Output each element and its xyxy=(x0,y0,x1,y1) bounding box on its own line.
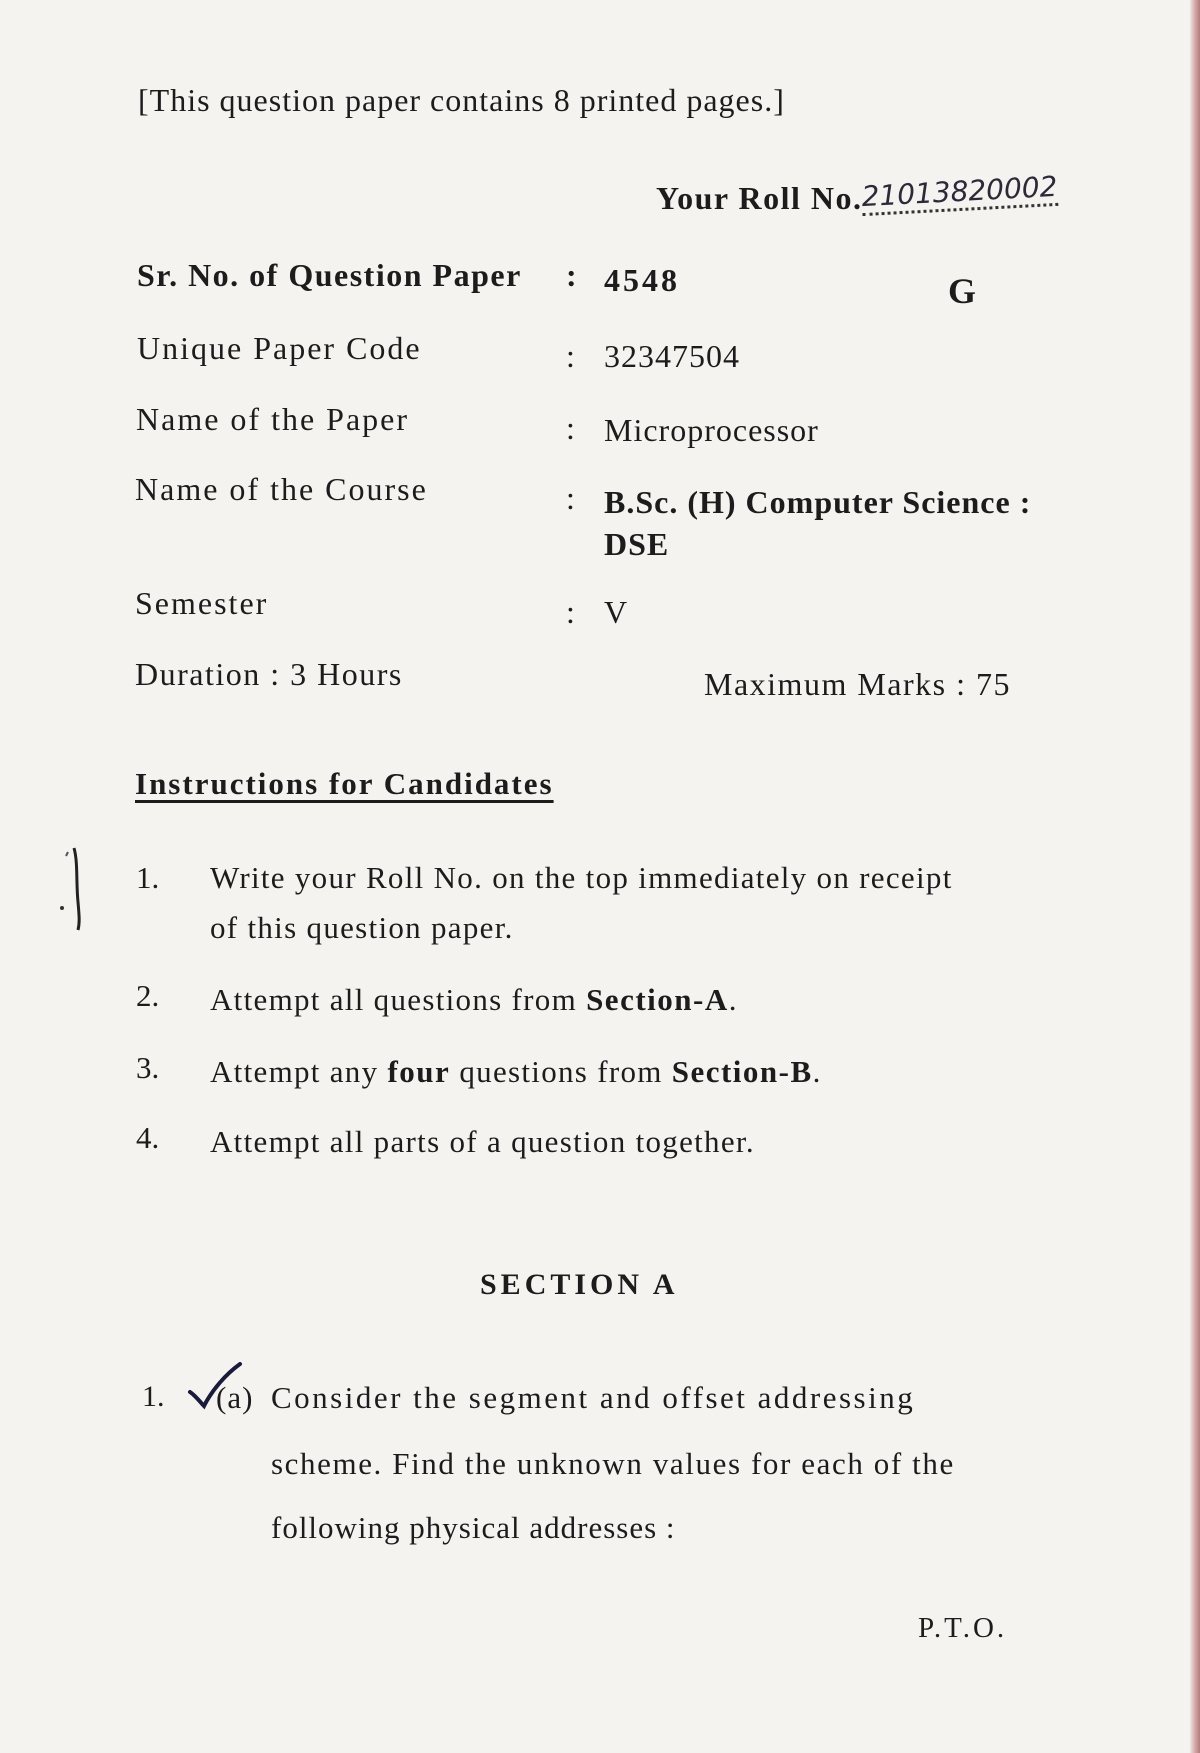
semester-label: Semester xyxy=(135,585,269,621)
set-letter: G xyxy=(948,271,977,311)
course-name-value: B.Sc. (H) Computer Science : xyxy=(604,484,1032,520)
paper-code-label: Unique Paper Code xyxy=(137,330,422,366)
question-1-number: 1. xyxy=(142,1380,165,1413)
roll-number-label: Your Roll No. xyxy=(656,180,863,216)
semester-value: V xyxy=(604,594,629,630)
sr-no-value: 4548 xyxy=(604,262,680,298)
page-count-note: [This question paper contains 8 printed pages.] xyxy=(138,82,785,118)
course-name-value-line2: DSE xyxy=(604,526,670,562)
instruction-2-number: 2. xyxy=(136,978,160,1013)
maximum-marks: Maximum Marks : 75 xyxy=(704,666,1011,702)
instruction-3-text xyxy=(210,1054,822,1090)
instruction-2-pre: Attempt all questions from xyxy=(210,982,587,1017)
section-a-heading: SECTION A xyxy=(480,1268,679,1301)
instruction-1-number: 1. xyxy=(136,860,160,895)
instruction-1-line2: of this question paper. xyxy=(210,910,514,945)
instruction-3-mid: questions from xyxy=(450,1054,672,1089)
instruction-3-post: . xyxy=(812,1054,822,1089)
instruction-2-text xyxy=(210,982,738,1018)
sr-no-label: Sr. No. of Question Paper xyxy=(137,257,522,293)
instruction-3-pre: Attempt any xyxy=(210,1054,388,1089)
roll-number xyxy=(656,169,1059,219)
sr-no-colon: : xyxy=(566,257,577,293)
semester-colon: : xyxy=(566,594,575,630)
instruction-4-number: 4. xyxy=(136,1120,160,1155)
instructions-heading: Instructions for Candidates xyxy=(135,766,554,801)
paper-name-colon: : xyxy=(566,410,575,446)
course-name-colon: : xyxy=(566,480,575,516)
course-name-label: Name of the Course xyxy=(135,471,428,507)
paper-name-value: Microprocessor xyxy=(604,412,819,448)
margin-pen-mark xyxy=(60,842,100,932)
roll-number-handwritten: 21013820002 xyxy=(861,170,1059,216)
instruction-3-number: 3. xyxy=(136,1050,160,1085)
instruction-2-bold: Section-A xyxy=(586,982,729,1017)
instruction-2-post: . xyxy=(728,982,738,1017)
duration: Duration : 3 Hours xyxy=(135,656,403,692)
paper-code-value: 32347504 xyxy=(604,338,740,374)
question-1-line2: scheme. Find the unknown values for each of the xyxy=(271,1446,955,1481)
instruction-1-line1: Write your Roll No. on the top immediately on receipt xyxy=(210,860,953,895)
paper-code-colon: : xyxy=(566,338,575,374)
question-1-line1: Consider the segment and offset addressing xyxy=(271,1380,916,1415)
question-1-part-label: (a) xyxy=(216,1380,254,1415)
instruction-3-bold: four xyxy=(387,1054,451,1089)
page-edge-strip xyxy=(1190,0,1200,1753)
instruction-4-text: Attempt all parts of a question together. xyxy=(210,1124,755,1159)
instruction-3-bold2: Section-B xyxy=(671,1054,813,1089)
paper-name-label: Name of the Paper xyxy=(136,401,410,437)
please-turn-over: P.T.O. xyxy=(918,1612,1008,1644)
question-1-line3: following physical addresses : xyxy=(271,1510,676,1545)
